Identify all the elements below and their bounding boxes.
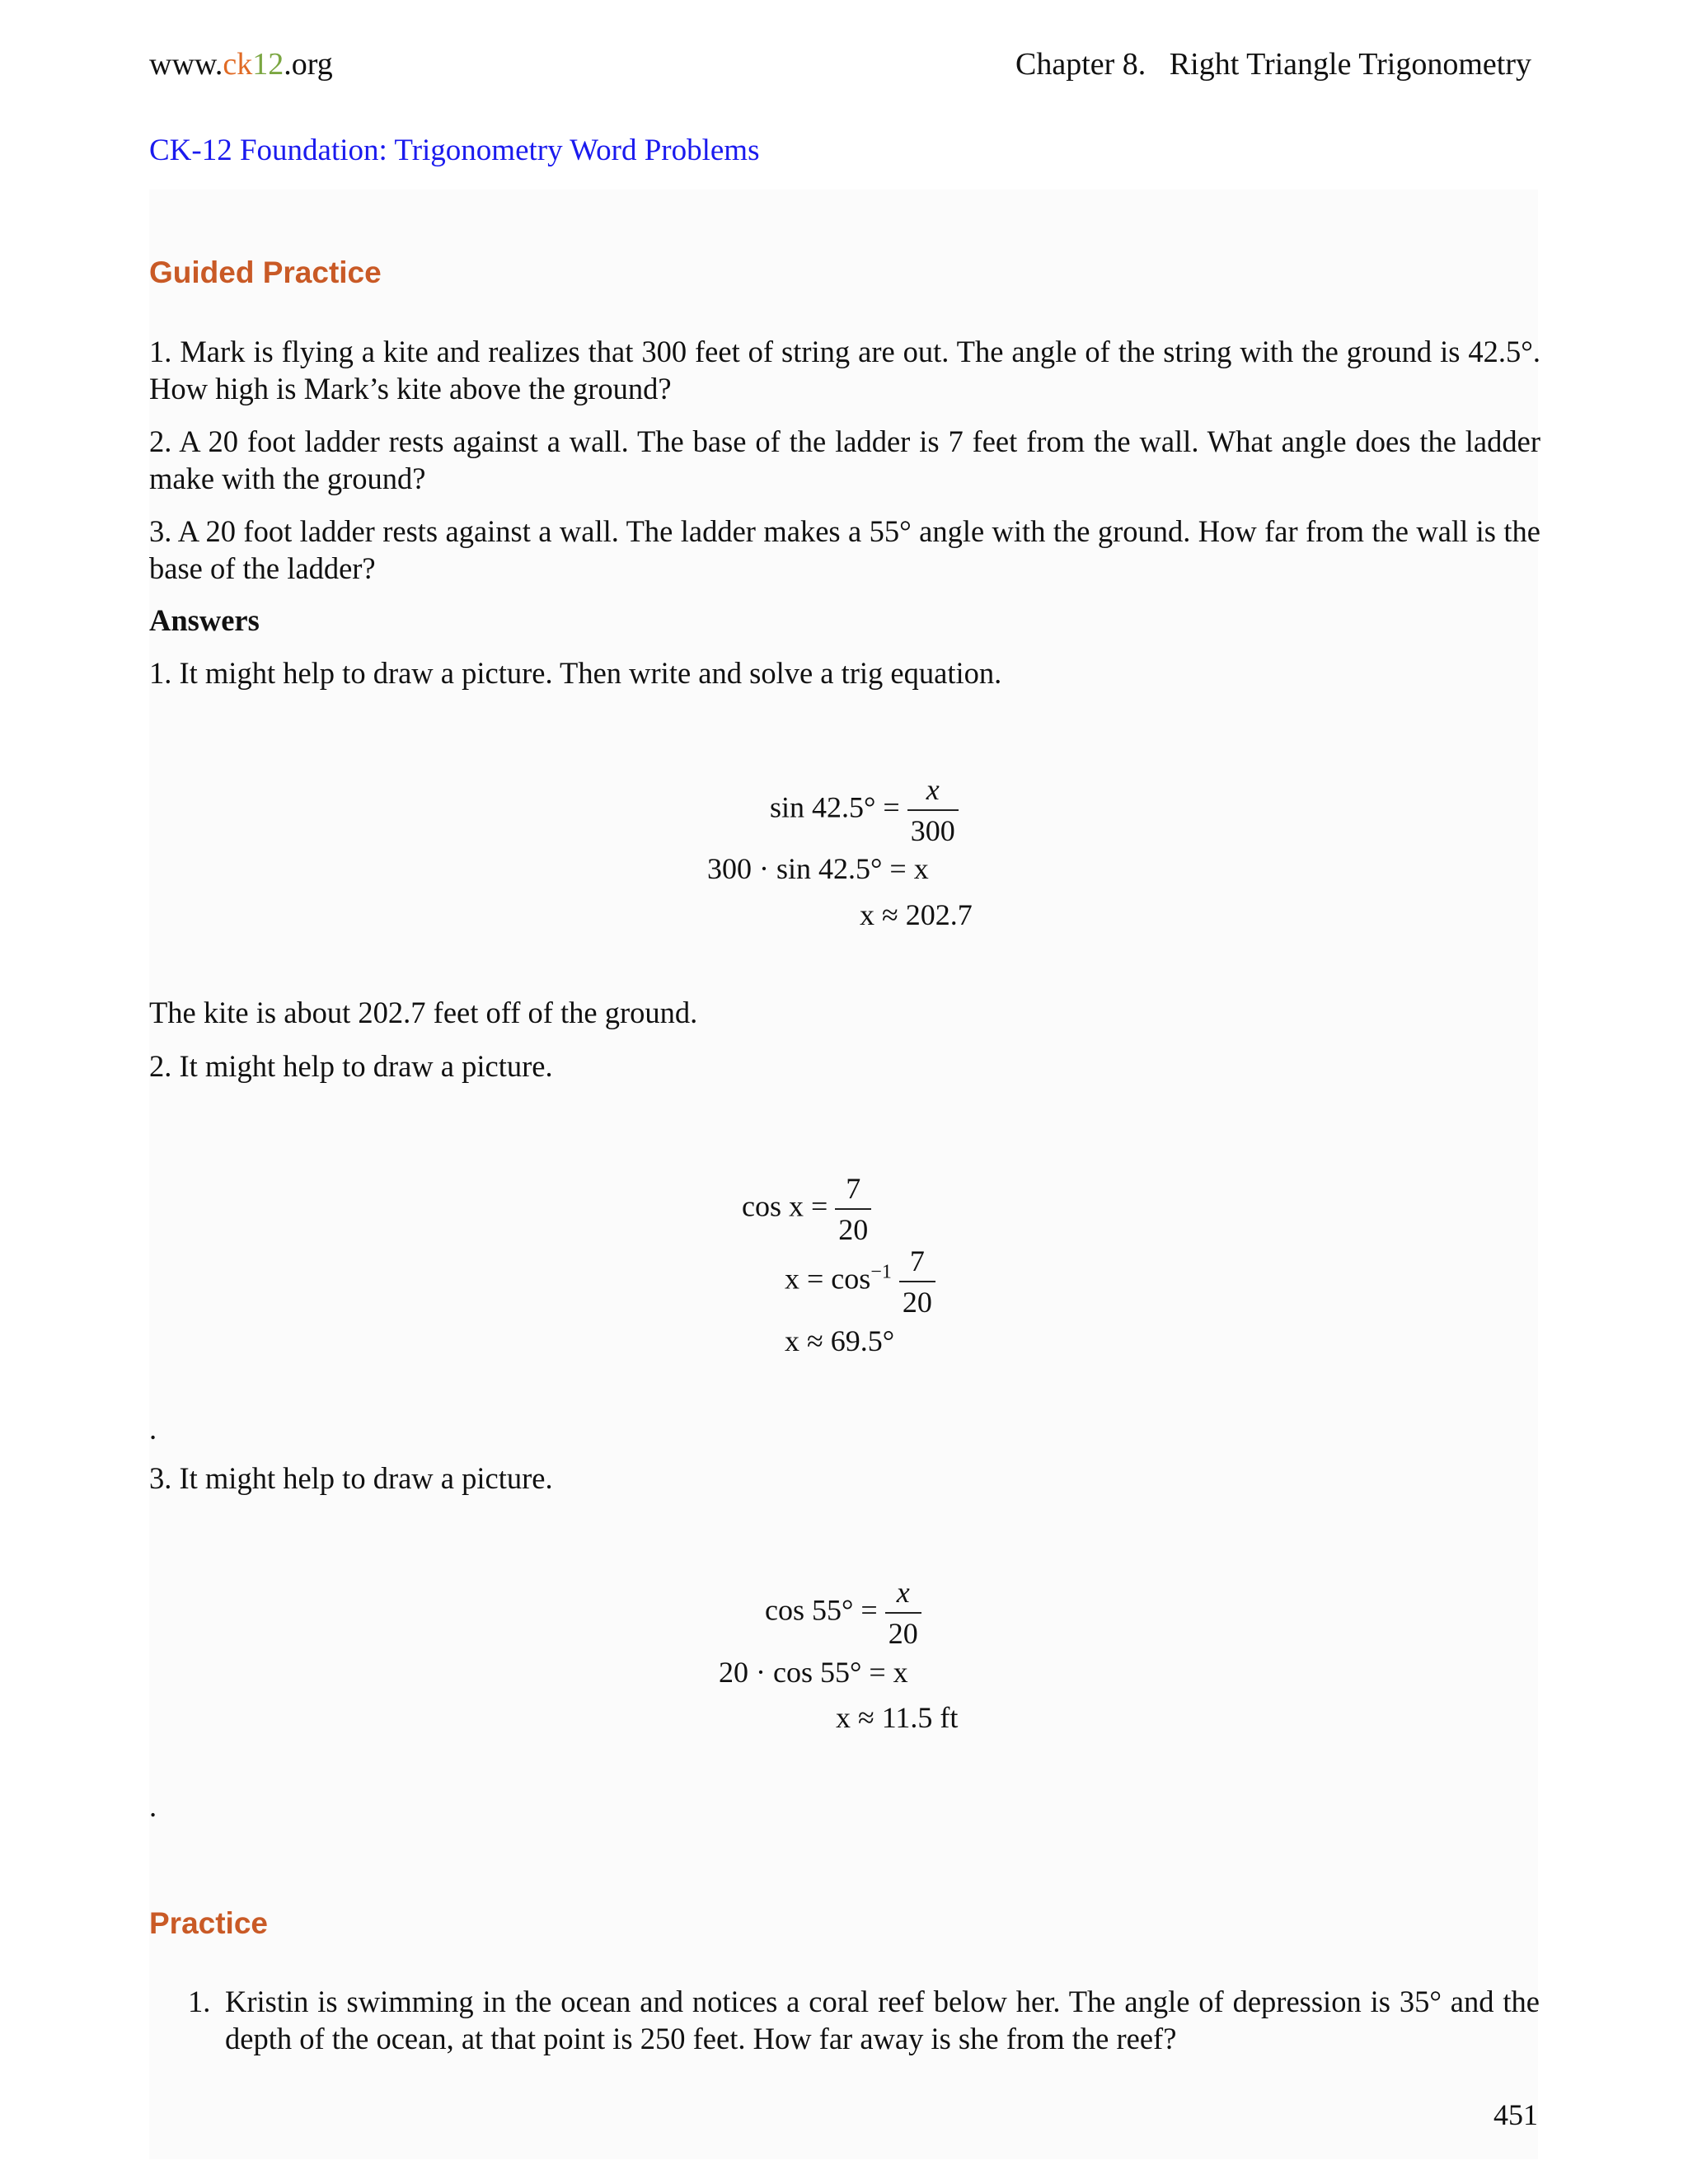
site-url[interactable] [149,46,333,82]
eq2-line1 [742,1172,871,1246]
url-prefix: www. [149,47,223,82]
answer-3-intro: 3. It might help to draw a picture. [149,1461,553,1495]
eq1-numerator: x [907,773,959,811]
eq2-line2-left: x = cos [785,1262,871,1296]
answer-2-intro: 2. It might help to draw a picture. [149,1049,553,1083]
practice-item-1 [188,1983,1540,2057]
eq1-line1 [770,773,959,847]
eq1-line3: x ≈ 202.7 [860,898,973,931]
answer-1-conclusion: The kite is about 202.7 feet off of the ground. [149,996,698,1029]
eq3-fraction [885,1576,921,1650]
eq3-line2: 20 · cos 55° = x [719,1656,908,1689]
eq2-numerator-2: 7 [899,1244,935,1282]
eq2-fraction-2 [899,1244,935,1319]
practice-heading: Practice [149,1906,268,1940]
foundation-link[interactable]: CK-12 Foundation: Trigonometry Word Problems [149,134,760,167]
eq3-line1-left: cos 55° = [765,1593,878,1627]
eq3-denominator: 20 [888,1617,918,1650]
eq1-line2: 300 · sin 42.5° = x [707,852,929,885]
eq3-line3: x ≈ 11.5 ft [836,1701,959,1734]
eq2-line3: x ≈ 69.5° [785,1324,895,1357]
dot-separator-2: . [149,1789,157,1823]
eq2-denominator-2: 20 [902,1286,932,1319]
eq1-fraction [907,773,959,847]
chapter-title: Chapter 8. Right Triangle Trigonometry [1015,47,1531,82]
eq3-line1 [765,1576,921,1650]
eq1-denominator: 300 [910,814,955,847]
url-suffix: .org [284,47,333,82]
practice-item-number: 1. [188,1985,211,2018]
eq2-denominator-1: 20 [838,1213,869,1246]
url-ck: ck [223,47,253,82]
question-2: 2. A 20 foot ladder rests against a wall. The base of the ladder is 7 feet from the wall. What angle does the ladder make with the ground? [149,424,1540,495]
practice-item-text: Kristin is swimming in the ocean and notices a coral reef below her. The angle of depression is 35° and the depth of the ocean, at that point is 250 feet. How far away is she from the reef? [225,1985,1540,2055]
eq1-line1-left: sin 42.5° = [770,790,900,824]
guided-practice-heading: Guided Practice [149,255,382,289]
eq2-superscript: −1 [870,1261,892,1283]
eq2-line2 [785,1244,935,1319]
url-12: 12 [252,47,284,82]
eq2-numerator-1: 7 [835,1172,871,1210]
answer-1-intro: 1. It might help to draw a picture. Then write and solve a trig equation. [149,656,1002,690]
eq3-numerator: x [885,1576,921,1614]
answers-label: Answers [149,603,260,637]
question-1: 1. Mark is flying a kite and realizes that 300 feet of string are out. The angle of the string with the ground is 42.5°. How high is Mark’s kite above the ground? [149,335,1540,405]
dot-separator-1: . [149,1412,157,1446]
eq2-fraction-1 [835,1172,871,1246]
eq2-line1-left: cos x = [742,1189,828,1223]
page-number: 451 [1493,2098,1538,2131]
question-3: 3. A 20 foot ladder rests against a wall. The ladder makes a 55° angle with the ground. How far from the wall is the base of the ladder? [149,514,1540,585]
